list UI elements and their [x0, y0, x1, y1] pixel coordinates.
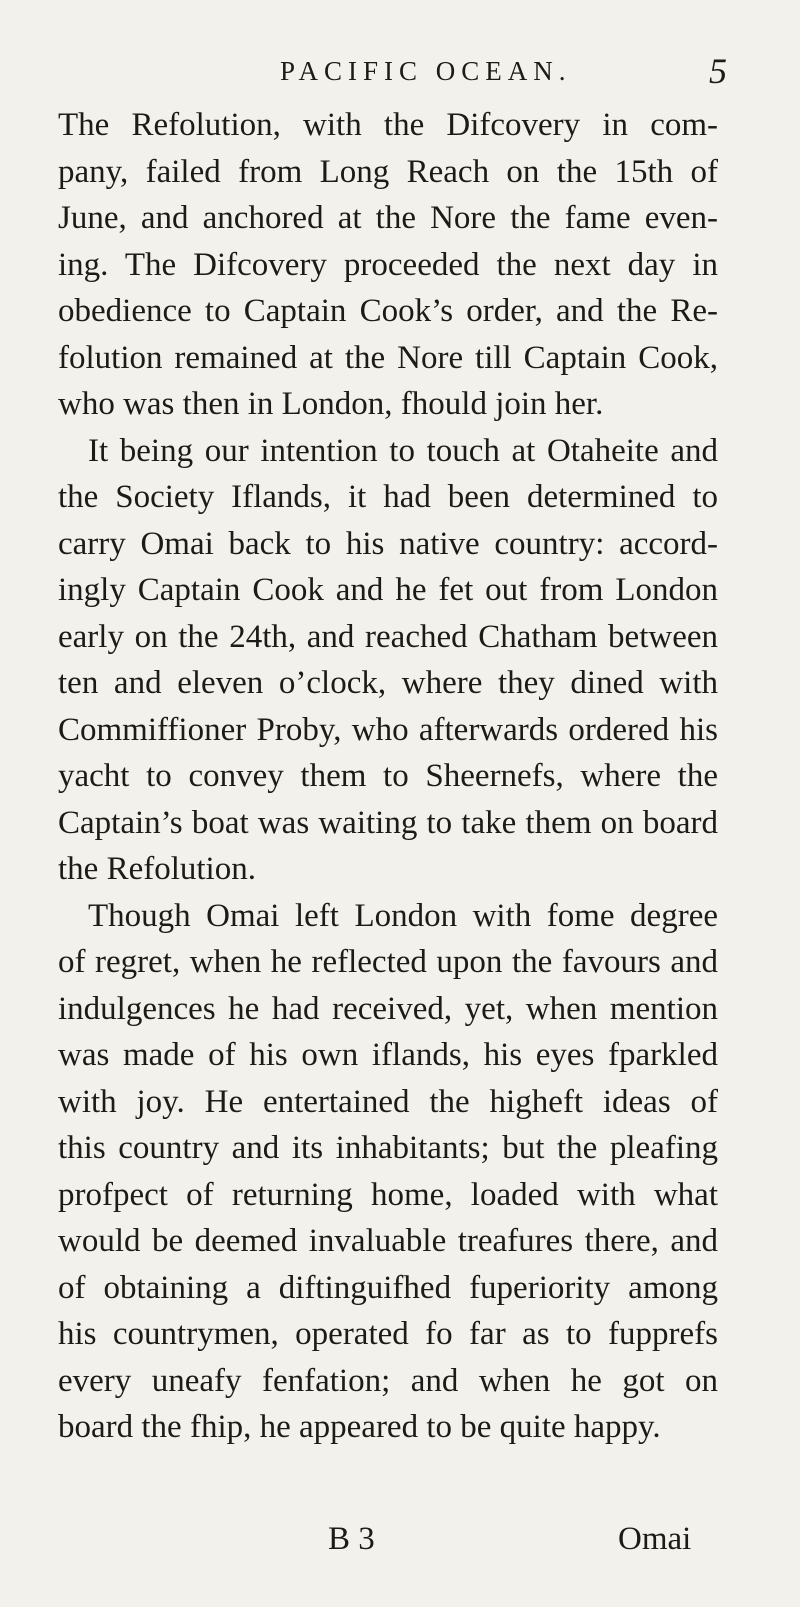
text-line: pany, failed from Long Reach on the 15th of	[58, 153, 718, 190]
text-line: It being our intention to touch at Otaheite and	[88, 432, 718, 469]
text-line: ing. The Difcovery proceeded the next day in	[58, 246, 718, 283]
text-line: with joy. He entertained the higheft ideas of	[58, 1083, 718, 1120]
text-line: the Society Iflands, it had been determined to	[58, 479, 718, 515]
catchword: Omai	[618, 1521, 692, 1557]
text-line: would be deemed invaluable treafures there, and	[58, 1223, 718, 1259]
text-line: Though Omai left London with fome degree	[88, 897, 718, 934]
signature-mark: B 3	[328, 1521, 375, 1557]
text-line: June, and anchored at the Nore the fame even-	[58, 200, 718, 236]
text-line: every uneafy fenfation; and when he got on	[58, 1362, 718, 1399]
text-line: ingly Captain Cook and he fet out from London	[58, 572, 718, 608]
text-line: board the fhip, he appeared to be quite happy.	[58, 1409, 661, 1445]
text-line: of regret, when he reflected upon the favours and	[58, 944, 718, 980]
text-line: early on the 24th, and reached Chatham between	[58, 618, 718, 655]
text-line: folution remained at the Nore till Captain Cook,	[58, 339, 718, 376]
running-head	[0, 50, 800, 90]
text-line: Captain’s boat was waiting to take them on board	[58, 804, 718, 841]
text-line: The Refolution, with the Difcovery in com-	[58, 107, 718, 143]
page-number: 5	[709, 51, 727, 91]
text-line: indulgences he had received, yet, when mention	[58, 990, 718, 1027]
page-footer	[0, 1521, 800, 1571]
text-line: who was then in London, fhould join her.	[58, 386, 604, 422]
text-line: this country and its inhabitants; but the pleafing	[58, 1130, 718, 1166]
text-line: the Refolution.	[58, 851, 256, 887]
text-line: profpect of returning home, loaded with what	[58, 1176, 718, 1213]
text-line: was made of his own iflands, his eyes fparkled	[58, 1037, 718, 1073]
text-line: of obtaining a diftinguifhed fuperiority among	[58, 1269, 718, 1306]
text-line: yacht to convey them to Sheernefs, where the	[58, 758, 718, 794]
running-title: PACIFIC OCEAN.	[280, 56, 572, 86]
text-line: his countrymen, operated fo far as to fupprefs	[58, 1316, 718, 1352]
text-line: Commiffioner Proby, who afterwards ordered his	[58, 711, 718, 748]
body-text	[58, 102, 718, 1451]
text-line: ten and eleven o’clock, where they dined with	[58, 665, 718, 701]
text-line: carry Omai back to his native country: accord-	[58, 525, 718, 562]
text-line: obedience to Captain Cook’s order, and the Re-	[58, 293, 718, 329]
